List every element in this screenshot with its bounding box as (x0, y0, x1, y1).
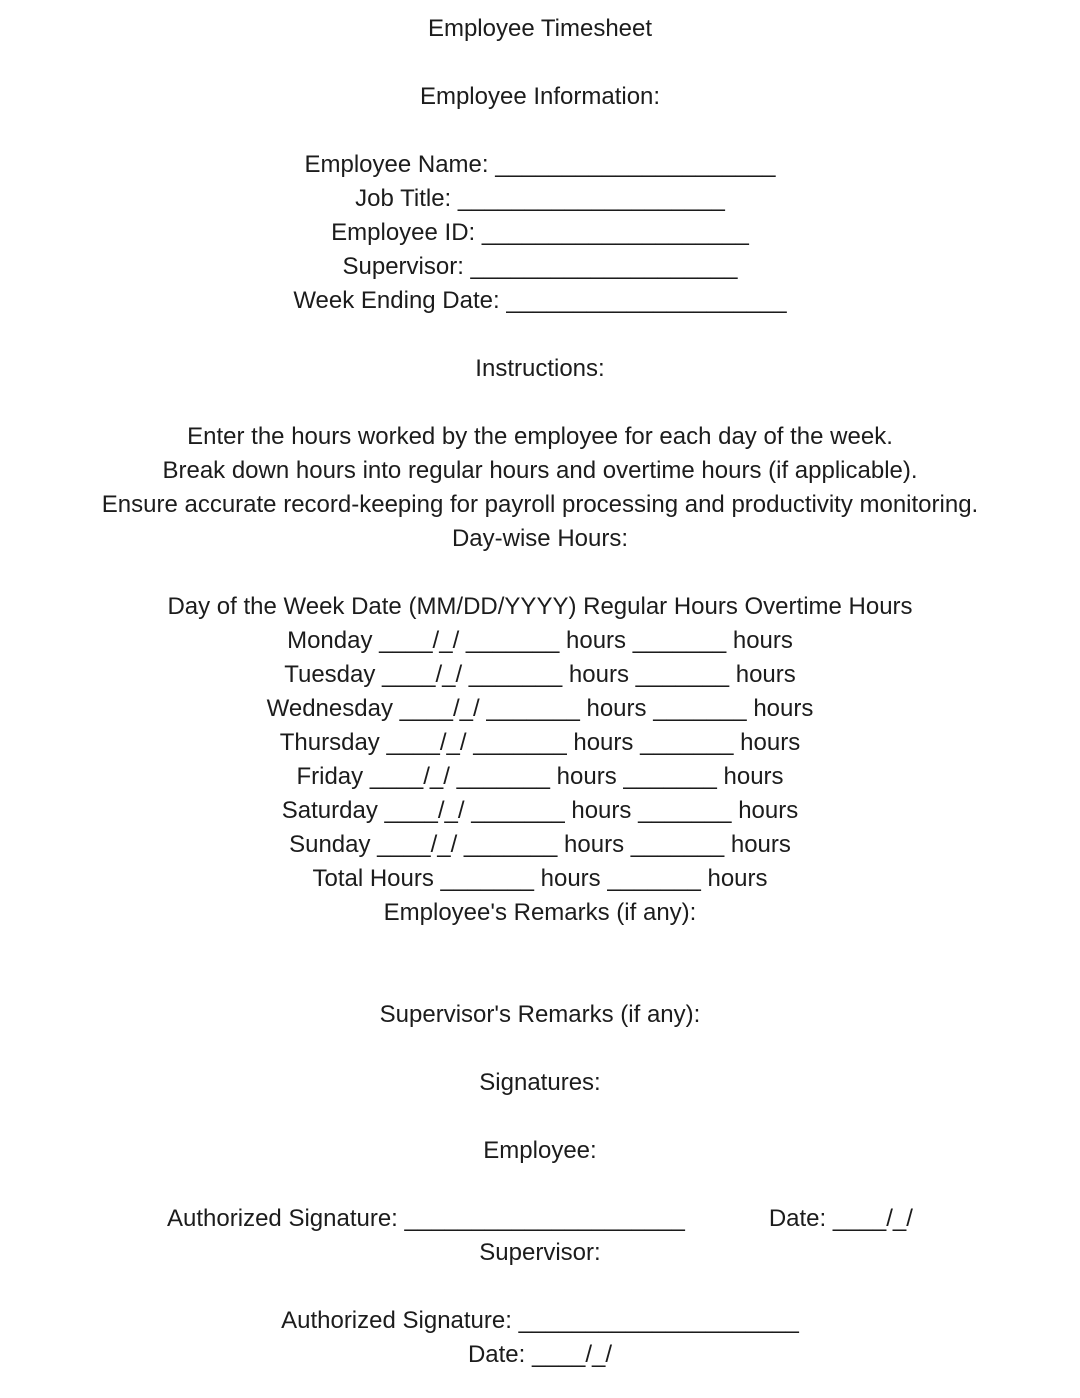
sunday-date-field[interactable]: ____/_/ (377, 831, 458, 858)
employee-name-label: Employee Name: (304, 151, 489, 178)
hours-unit-label: hours (568, 661, 629, 688)
day-label: Thursday (279, 729, 380, 756)
day-label: Wednesday (266, 695, 393, 722)
instruction-line: Break down hours into regular hours and overtime hours (if applicable). (162, 457, 918, 484)
job-title-label: Job Title: (355, 185, 452, 212)
timesheet-row-thursday (0, 726, 1080, 760)
hours-unit-label: hours (723, 763, 784, 790)
employee-signature-label: Authorized Signature: (167, 1205, 398, 1232)
employee-date-label: Date: (768, 1205, 827, 1232)
friday-overtime-hours-field[interactable]: _______ (623, 763, 717, 790)
hours-unit-label: hours (707, 865, 768, 892)
employee-signature-field[interactable]: _____________________ (404, 1205, 685, 1232)
supervisor-field[interactable]: ____________________ (470, 253, 738, 280)
wednesday-regular-hours-field[interactable]: _______ (486, 695, 580, 722)
saturday-regular-hours-field[interactable]: _______ (471, 797, 565, 824)
page-title: Employee Timesheet (427, 15, 653, 42)
week-ending-date-row (0, 284, 1080, 318)
instructions-heading: Instructions: (475, 355, 605, 382)
wednesday-overtime-hours-field[interactable]: _______ (653, 695, 747, 722)
supervisor-remarks-heading: Supervisor's Remarks (if any): (379, 1001, 701, 1028)
friday-regular-hours-field[interactable]: _______ (456, 763, 550, 790)
employee-role-heading: Employee: (483, 1137, 597, 1164)
day-wise-rows (0, 624, 1080, 930)
employee-name-field[interactable]: _____________________ (495, 151, 776, 178)
employee-name-row (0, 148, 1080, 182)
hours-unit-label: hours (586, 695, 647, 722)
employee-id-field[interactable]: ____________________ (481, 219, 749, 246)
day-label: Tuesday (284, 661, 376, 688)
instructions-block (0, 420, 1080, 556)
supervisor-signature-row (0, 1304, 1080, 1338)
employee-date-group (769, 1202, 913, 1236)
employee-info-heading: Employee Information: (419, 83, 661, 110)
monday-date-field[interactable]: ____/_/ (379, 627, 460, 654)
hours-unit-label: hours (730, 831, 791, 858)
timesheet-row-saturday (0, 794, 1080, 828)
hours-unit-label: hours (540, 865, 601, 892)
tuesday-date-field[interactable]: ____/_/ (382, 661, 463, 688)
day-label: Saturday (281, 797, 378, 824)
total-overtime-hours-field[interactable]: _______ (607, 865, 701, 892)
employee-id-label: Employee ID: (331, 219, 476, 246)
sunday-overtime-hours-field[interactable]: _______ (630, 831, 725, 858)
tuesday-overtime-hours-field[interactable]: _______ (635, 661, 730, 688)
employee-id-row (0, 216, 1080, 250)
timesheet-row-tuesday (0, 658, 1080, 692)
saturday-overtime-hours-field[interactable]: _______ (638, 797, 732, 824)
monday-regular-hours-field[interactable]: _______ (465, 627, 560, 654)
week-ending-date-field[interactable]: _____________________ (506, 287, 787, 314)
hours-unit-label: hours (753, 695, 814, 722)
supervisor-role-heading: Supervisor: (479, 1239, 601, 1266)
timesheet-row-monday (0, 624, 1080, 658)
supervisor-row (0, 250, 1080, 284)
job-title-field[interactable]: ____________________ (457, 185, 725, 212)
employee-date-field[interactable]: ____/_/ (832, 1205, 913, 1232)
tuesday-regular-hours-field[interactable]: _______ (468, 661, 563, 688)
day-label: Sunday (289, 831, 371, 858)
hours-unit-label: hours (566, 627, 627, 654)
hours-unit-label: hours (573, 729, 634, 756)
thursday-regular-hours-field[interactable]: _______ (473, 729, 567, 756)
friday-date-field[interactable]: ____/_/ (369, 763, 450, 790)
wednesday-date-field[interactable]: ____/_/ (399, 695, 480, 722)
hours-unit-label: hours (738, 797, 799, 824)
thursday-date-field[interactable]: ____/_/ (386, 729, 467, 756)
employee-signature-group (167, 1202, 685, 1236)
timesheet-row-friday (0, 760, 1080, 794)
employee-remarks-heading: Employee's Remarks (if any): (383, 899, 697, 926)
hours-unit-label: hours (740, 729, 801, 756)
total-hours-label: Total Hours (312, 865, 434, 892)
day-label: Monday (287, 627, 373, 654)
employee-signature-row (0, 1202, 1080, 1236)
total-regular-hours-field[interactable]: _______ (440, 865, 534, 892)
hours-unit-label: hours (564, 831, 625, 858)
instruction-line: Enter the hours worked by the employee for each day of the week. (187, 423, 893, 450)
supervisor-date-field[interactable]: ____/_/ (531, 1341, 613, 1368)
hours-unit-label: hours (571, 797, 632, 824)
sunday-regular-hours-field[interactable]: _______ (463, 831, 558, 858)
day-wise-table-header: Day of the Week Date (MM/DD/YYYY) Regular Hours Overtime Hours (167, 593, 913, 620)
timesheet-row-sunday (0, 828, 1080, 862)
timesheet-row-wednesday (0, 692, 1080, 726)
hours-unit-label: hours (556, 763, 617, 790)
hours-unit-label: hours (732, 627, 793, 654)
thursday-overtime-hours-field[interactable]: _______ (640, 729, 734, 756)
job-title-row (0, 182, 1080, 216)
instruction-line: Ensure accurate record-keeping for payroll processing and productivity monitoring. (101, 491, 979, 518)
week-ending-date-label: Week Ending Date: (293, 287, 500, 314)
hours-unit-label: hours (735, 661, 796, 688)
monday-overtime-hours-field[interactable]: _______ (632, 627, 727, 654)
signatures-heading: Signatures: (479, 1069, 601, 1096)
supervisor-date-row (0, 1338, 1080, 1372)
supervisor-signature-field[interactable]: _____________________ (518, 1307, 799, 1334)
saturday-date-field[interactable]: ____/_/ (384, 797, 465, 824)
supervisor-date-label: Date: (467, 1341, 526, 1368)
employee-info-fields (0, 148, 1080, 318)
timesheet-row-total (0, 862, 1080, 896)
supervisor-signature-label: Authorized Signature: (281, 1307, 512, 1334)
day-label: Friday (296, 763, 364, 790)
day-wise-hours-heading: Day-wise Hours: (451, 525, 629, 552)
supervisor-label: Supervisor: (342, 253, 464, 280)
